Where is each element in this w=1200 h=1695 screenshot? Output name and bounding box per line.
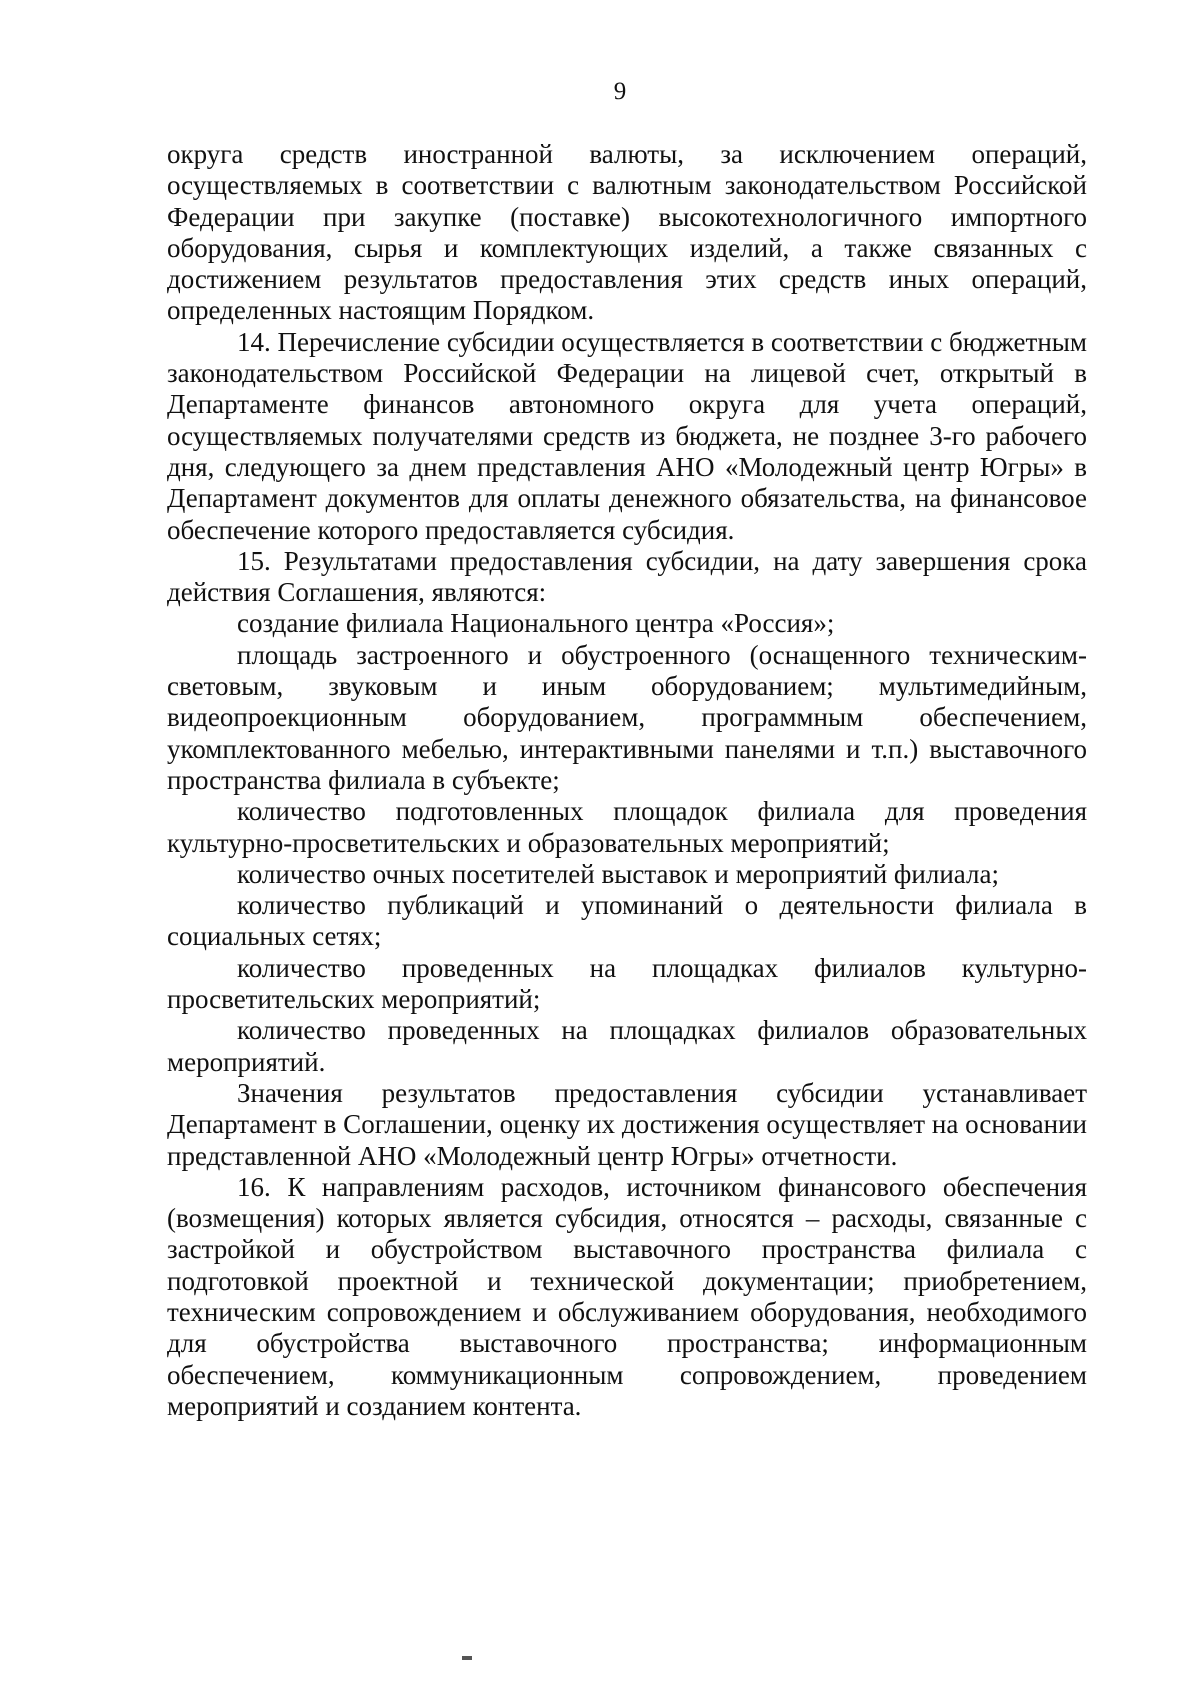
document-body	[167, 139, 1087, 1422]
scan-mark	[462, 1656, 472, 1660]
result-item-venues: количество подготовленных площадок филиала для проведения культурно-просветительских и образовательных мероприятий;	[167, 796, 1087, 858]
paragraph-16: 16. К направлениям расходов, источником финансового обеспечения (возмещения) которых является субсидия, относятся – расходы, связанные с застройкой и обустройством выставочного пространства филиала с подготовкой проектной и технической документации; приобретением, техническим сопровождением и обслуживанием оборудования, необходимого для обустройства выставочного пространства; информационным обеспечением, коммуникационным сопровождением, проведением мероприятий и созданием контента.	[167, 1171, 1087, 1421]
result-item-visitors: количество очных посетителей выставок и мероприятий филиала;	[237, 858, 999, 889]
paragraph-14: 14. Перечисление субсидии осуществляется в соответствии с бюджетным законодательством Российской Федерации на лицевой счет, открытый в Департаменте финансов автономного округа для учета операций, осуществляемых получателями средств из бюджета, не позднее 3-го рабочего дня, следующего за днем представления АНО «Молодежный центр Югры» в Департамент документов для оплаты денежного обязательства, на финансовое обеспечение которого предоставляется субсидия.	[167, 326, 1087, 545]
paragraph-continuation: округа средств иностранной валюты, за исключением операций, осуществляемых в соответствии с валютным законодательством Российской Федерации при закупке (поставке) высокотехнологичного импортного оборудования, сырья и комплектующих изделий, а также связанных с достижением результатов предоставления этих средств иных операций, определенных настоящим Порядком.	[167, 139, 1087, 326]
paragraph-15: 15. Результатами предоставления субсидии, на дату завершения срока действия Соглашения, являются:	[167, 545, 1087, 608]
page-number: 9	[613, 78, 627, 105]
result-item-cultural-events: количество проведенных на площадках филиалов культурно-просветительских мероприятий;	[167, 952, 1087, 1015]
result-item-area: площадь застроенного и обустроенного (оснащенного техническим-световым, звуковым и иным оборудованием; мультимедийным, видеопроекционным оборудованием, программным обеспечением, укомплектованного мебелью, интерактивными панелями и т.п.) выставочного пространства филиала в субъекте;	[167, 639, 1087, 795]
result-item-publications: количество публикаций и упоминаний о деятельности филиала в социальных сетях;	[167, 890, 1087, 952]
paragraph-result-values: Значения результатов предоставления субсидии устанавливает Департамент в Соглашении, оценку их достижения осуществляет на основании представленной АНО «Молодежный центр Югры» отчетности.	[167, 1077, 1087, 1171]
result-item-branch: создание филиала Национального центра «Россия»;	[237, 608, 835, 639]
result-item-educational-events: количество проведенных на площадках филиалов образовательных мероприятий.	[167, 1015, 1087, 1077]
